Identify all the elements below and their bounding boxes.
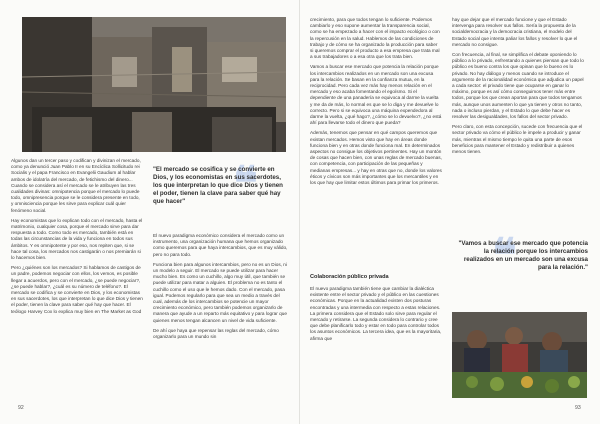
paragraph: De ahí que haya que repensar las reglas del mercado, cómo organizarlo para un mundo sin <box>153 327 279 340</box>
paragraph: El nuevo paradigma económico considera el mercado como un instrumento, una organización humana que hemos organizado como queremos para que haya intercambios, que es muy válido, pero no para todo. <box>153 233 288 257</box>
paragraph: Pero claro, con esta concepción, sucede con frecuencia que el sector privado va cómo el público le impele a producir y ganar más, mientras el mismo tiempo le quita una parte de esos beneficios para mantener el Estado y redistribuir a quienes menos tienen. <box>452 124 583 155</box>
market-photo <box>22 17 286 152</box>
right-column-1-top <box>310 17 442 271</box>
paragraph: Vamos a buscar ese mercado que potencia la relación porque los intercambios realizados en un mercado son una excusa para la relación. Se basan en la confianza mutua, en la reciprocidad. Pero cada vez más hay menos relación en el mercado y eso acaba fomentando el egoísmo. Si el dependiente de una panadería se equivoca al darme la vuelta y me da de más, lo normal es que se lo diga y me devuelve lo correcto. Pero si se equivoca una máquina expendedora al darme la vuelta, ¿qué hago?, ¿cómo se lo devuelvo?, ¿no está ahí para llevarse todo el dinero que pueda? <box>310 64 442 126</box>
right-column-2 <box>452 17 586 235</box>
quote-mark-icon: ❝ <box>492 228 517 282</box>
paragraph: Pero ¿quiénes son los mercados? Si hablamos de castigos de un padre, podemos negociar con ellos, los vemos, es posible llegar a acuerdos, pero con el mercado, ¿se puede negociar?, ¿se puede hablar?, ¿cuál es su número de teléfono?. El mercado se codifica y se convierte en Dios, y los economistas en sus sacerdotes, los que interpretan lo que dice Dios y tienen el poder, tienen la clave para saber qué hay que hacer. El teólogo Harvey Cox lo explica muy bien en The Market as God <box>11 265 143 314</box>
left-column-1 <box>11 158 143 406</box>
quote-mark-icon: ❝ <box>233 156 258 210</box>
section-heading: Colaboración público privada <box>310 274 389 280</box>
paragraph: crecimiento, para que todos tengan lo suficiente. Podemos cambiarlo y eso supone aumentar la transparencia social, como se ha empezado a hacer con el impacto ecológico o con la repercusión en la salud. Hablemos de las condiciones de trabajo y de cómo se ha organizado la producción para saber si queremos comprar el producto a esa empresa que trata mal a sus trabajadores o a esa otra que los trata bien. <box>310 17 440 60</box>
vendor-photo <box>452 312 587 398</box>
paragraph: Algunos dan un tercer paso y codifican y divinizan el mercado, como ya denunció Juan Pablo II en su Encíclica Sollicitudo rei Socialis y el papa Francisco en Evangelii Gaudium al hablar ambos de idolatría del mercado, de fetichismo del dinero... Cuando se considera así el mercado se le atribuyen las tres cualidades divinas: omnipotencia porque el mercado lo puede todo, omnipresencia porque se le considera presente en todo, y omnisciencia porque les sirve para explicar cuál quier fenómeno social. <box>11 158 141 213</box>
paragraph: El nuevo paradigma también tiene que cambiar la dialéctica existente entre el sector privado y el público en las cuestiones económicas. Porque en la actualidad existen dos posturas encontradas y una intermedia con respecto a estas relaciones. La primera considera que el Estado solo sirve para regular el mercado y retirarse. La segunda considera lo contrario y cree que debe planificarlo todo y estar en todo para controlar todos los asuntos económicos. La tercera idea, que es la mayoritaria, afirma que <box>310 286 442 341</box>
left-column-2 <box>153 233 289 406</box>
page-number: 92 <box>18 405 24 411</box>
right-column-1-bottom <box>310 286 442 406</box>
paragraph: Hay economistas que lo explican todo con el mercado, hasta el matrimonio, cualquier cosa, porque el mercado sirve para dar respuesta a todo. Como todo es mercado, también está en todas las circunstancias de la vida y funciona en todos sus ámbitos. Y es omnipotente y por eso, nos repiten que, si se hace tal cosa, los mercados nos castigarán o nos premiarán si lo hacemos bien. <box>11 217 143 261</box>
paragraph: hay que dejar que el mercado funcione y que el Estado intervenga para resolver sus fallos. Sería la propuesta de la socialdemocracia y la democracia cristiana, el modelo del Estado social que intenta paliar los fallos y resolver lo que el mercado no consigue. <box>452 17 578 47</box>
pull-quote: ❝ "Vamos a buscar ese mercado que potencia la relación porque los intercambios realizados en un mercado son una excusa para la relación." <box>458 228 588 282</box>
page-number: 93 <box>575 405 581 411</box>
paragraph: Funciona bien para algunos intercambios, pero no es un Dios, ni un modelo a seguir. El mercado se puede utilizar para hacer mucho bien. Es como un cuchillo, algo muy útil, que también se puede utilizar para matar a alguien. El problema no es tanto el cuchillo como el uso que le hemos dado. Con el mercado, pasa igual. Podemos regularlo para que sea un medio a través del cual, además de los intercambios se potencie un mayor crecimiento económico, pero también podemos organizarlo de manera que ayude a un reparto más equitativo y para lograr que quienes menos tengan alcancen un nivel de vida suficiente. <box>153 261 287 323</box>
pull-quote: ❝ "El mercado se cosifica y se convierte en Dios, y los economistas en sus sacerdotes, los que interpretan lo que dice Dios y tienen el poder, tienen la clave para saber qué hay que hacer" <box>153 156 283 210</box>
paragraph: Con frecuencia, al final, se simplifica el debate oponiendo lo público a lo privado, enfrentando a quienes piensan que todo lo público es bueno contra los que opinan que lo bueno es lo privado. No hay diálogo y menos cuando se introduce el argumento de la racionalidad económica que adjudica un papel a cada sector: el privado tiene que ocuparse en ganar lo máximo, porque es así cómo conseguimos tener más entre todos, porque los que crean aportan para que todos tengamos más, aunque unos aumenten lo que ya tienen y otros no tanto, nada o incluso pierdan, y el Estado lo que debe hacer es resolver las desigualdades, los fallos del sector privado. <box>452 52 584 120</box>
paragraph: Además, tenemos que pensar en qué campos queremos que existan mercados. Hemos visto que hay en áreas donde funciona bien y en otras donde funciona mal. En determinados aspectos no consigue los objetivos pertinentes. Hay un montón de cosas que hacen bien, con unas reglas de mercado buenas, con competencia, con participación de las pequeñas y medianas empresas... y hay en otras que no, donde los valores éticos y cívicos son más importantes que los mercantiles y en los que hay que limitar estos últimos para primar los primeros. <box>310 130 442 186</box>
right-page <box>300 0 600 424</box>
